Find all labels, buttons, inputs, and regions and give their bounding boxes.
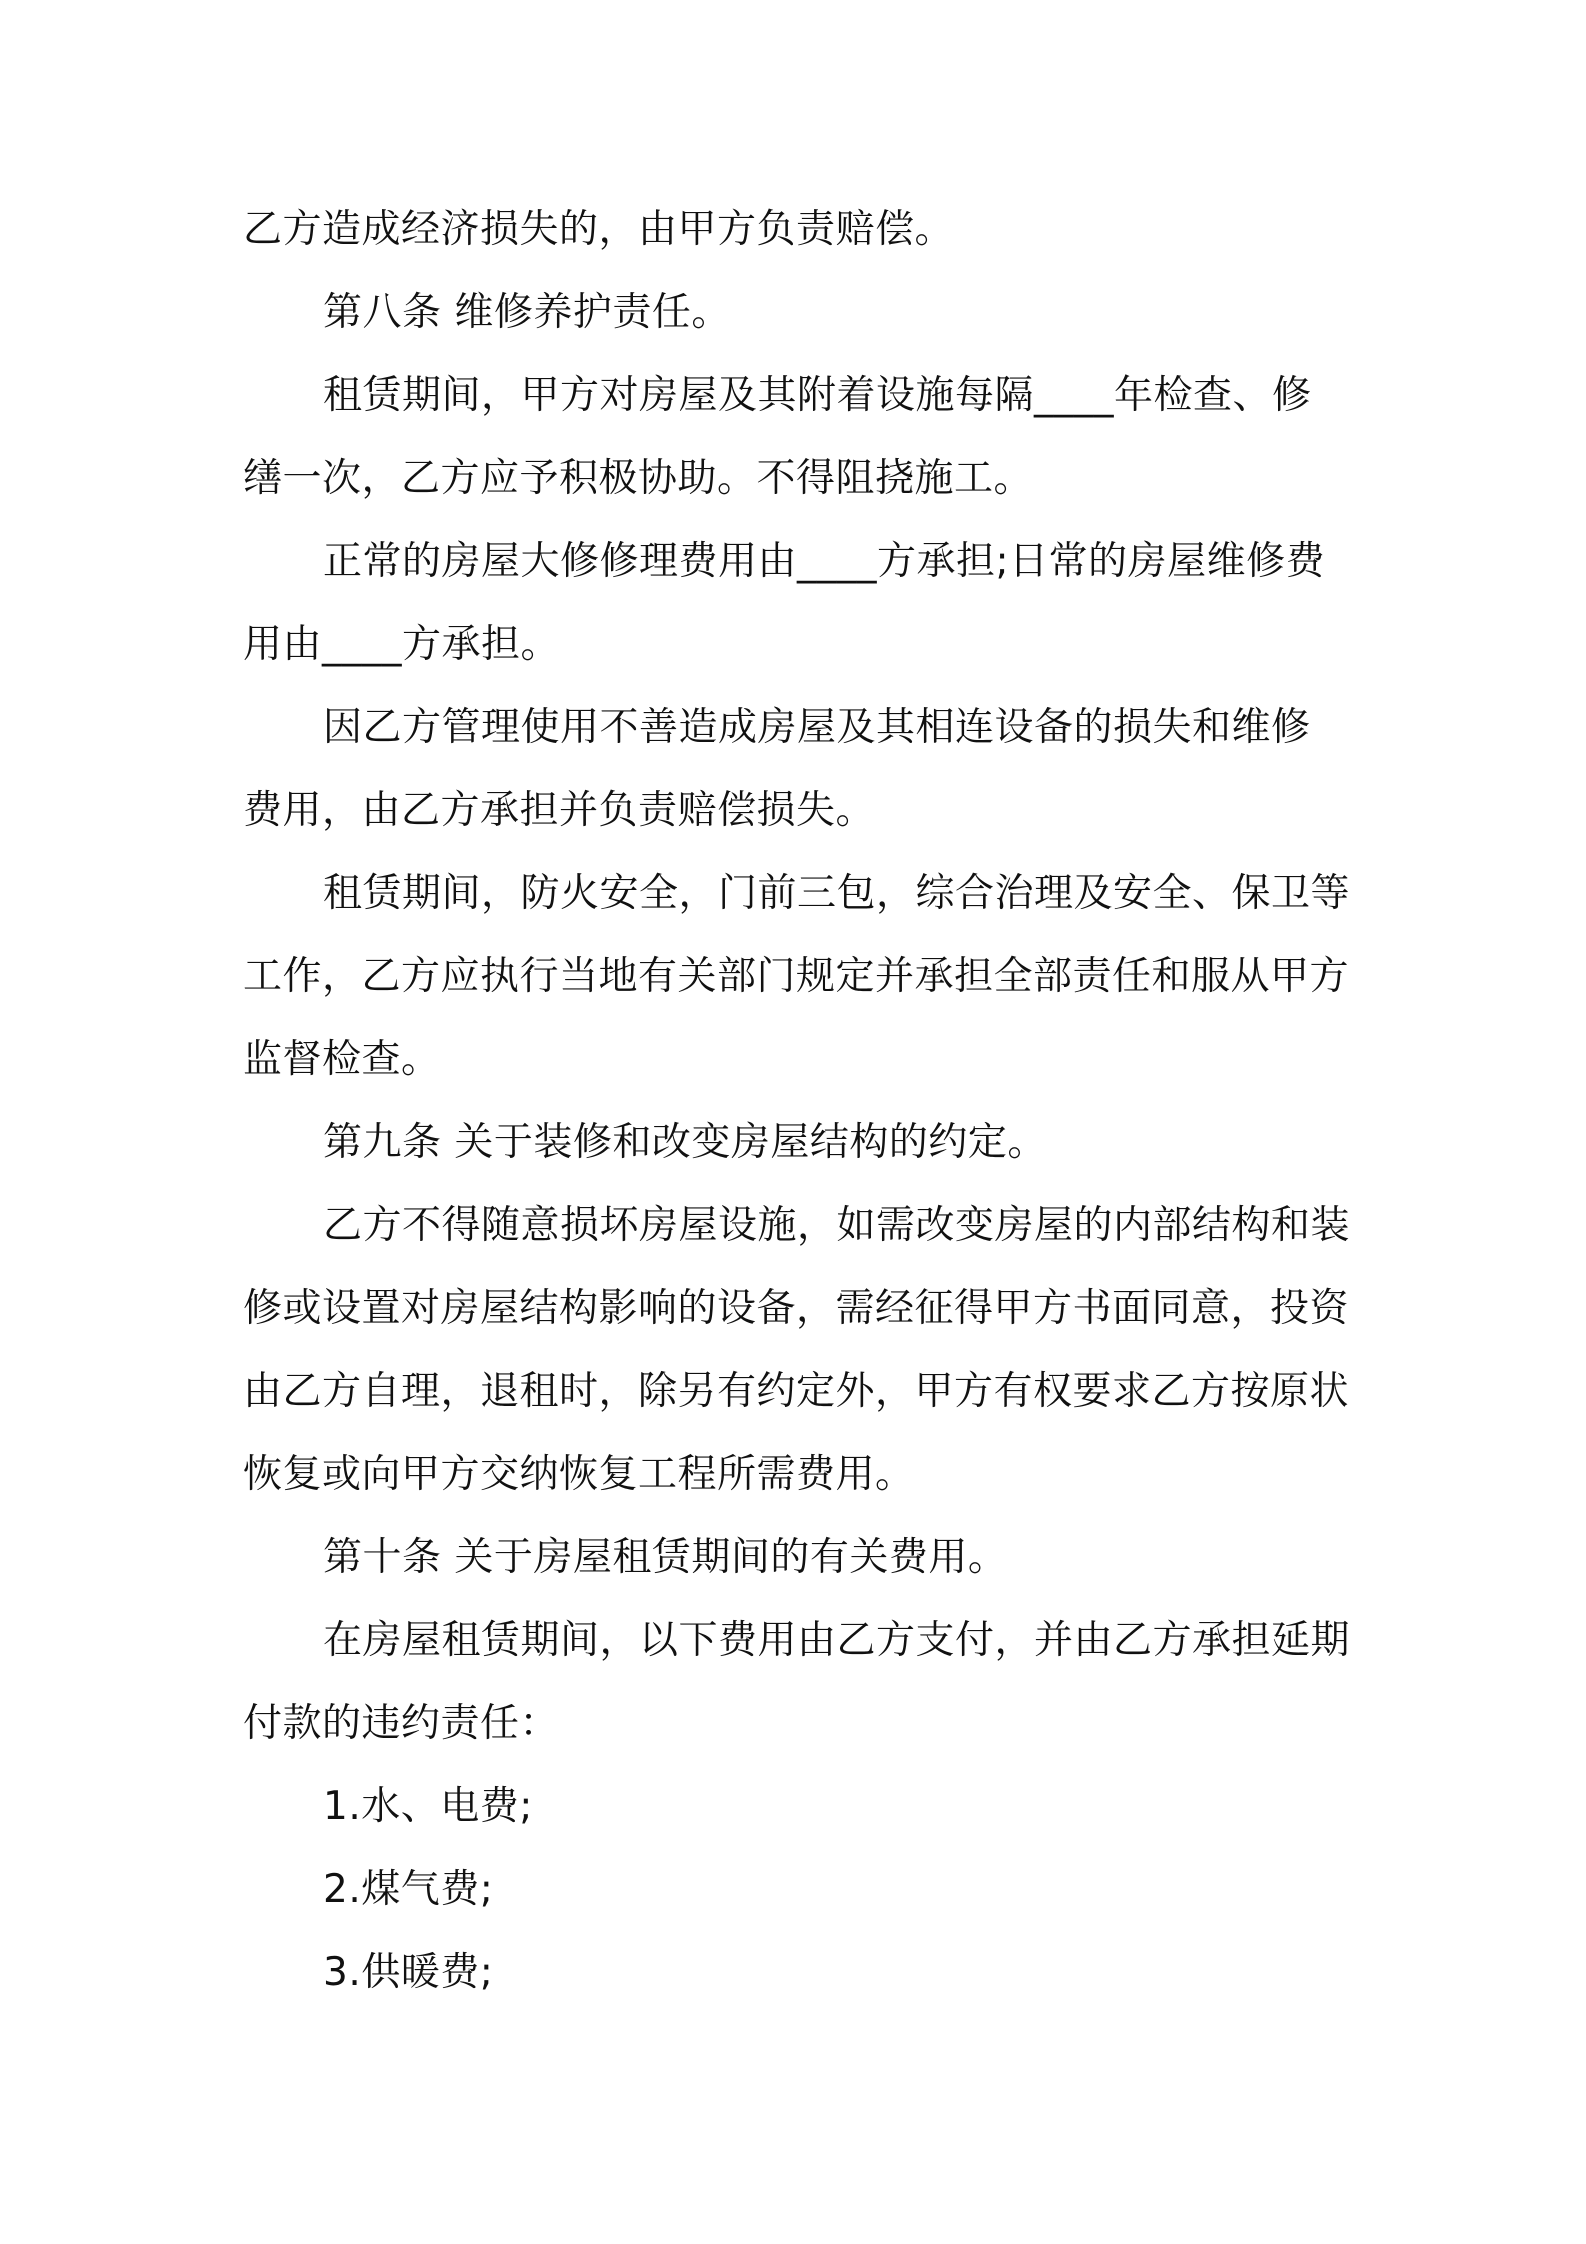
paragraph-line: 恢复或向甲方交纳恢复工程所需费用。 [243,1452,915,1497]
paragraph-line: 租赁期间，甲方对房屋及其附着设施每隔____年检查、修 [323,373,1312,418]
article-heading: 第九条 关于装修和改变房屋结构的约定。 [323,1120,1047,1165]
paragraph-line: 乙方不得随意损坏房屋设施，如需改变房屋的内部结构和装 [323,1203,1351,1248]
paragraph-line: 修或设置对房屋结构影响的设备，需经征得甲方书面同意，投资 [243,1286,1350,1331]
article-heading: 第十条 关于房屋租赁期间的有关费用。 [323,1535,1008,1580]
body-line: 乙方造成经济损失的，由甲方负责赔偿。 [243,207,955,252]
paragraph-line: 正常的房屋大修修理费用由____方承担;日常的房屋维修费 [323,539,1326,584]
paragraph-line: 付款的违约责任： [243,1701,560,1746]
paragraph-line: 缮一次，乙方应予积极协助。不得阻挠施工。 [243,456,1034,501]
paragraph-line: 费用，由乙方承担并负责赔偿损失。 [243,788,876,833]
list-item: 3.供暖费; [323,1950,494,1995]
list-item: 2.煤气费; [323,1867,494,1912]
paragraph-line: 用由____方承担。 [243,622,561,667]
paragraph-line: 因乙方管理使用不善造成房屋及其相连设备的损失和维修 [323,705,1311,750]
paragraph-line: 监督检查。 [243,1037,441,1082]
list-item: 1.水、电费; [323,1784,533,1829]
paragraph-line: 由乙方自理，退租时，除另有约定外，甲方有权要求乙方按原状 [243,1369,1350,1414]
paragraph-line: 工作，乙方应执行当地有关部门规定并承担全部责任和服从甲方 [243,954,1350,999]
article-heading: 第八条 维修养护责任。 [323,290,731,335]
paragraph-line: 租赁期间，防火安全，门前三包，综合治理及安全、保卫等 [323,871,1351,916]
paragraph-line: 在房屋租赁期间，以下费用由乙方支付，并由乙方承担延期 [323,1618,1351,1663]
